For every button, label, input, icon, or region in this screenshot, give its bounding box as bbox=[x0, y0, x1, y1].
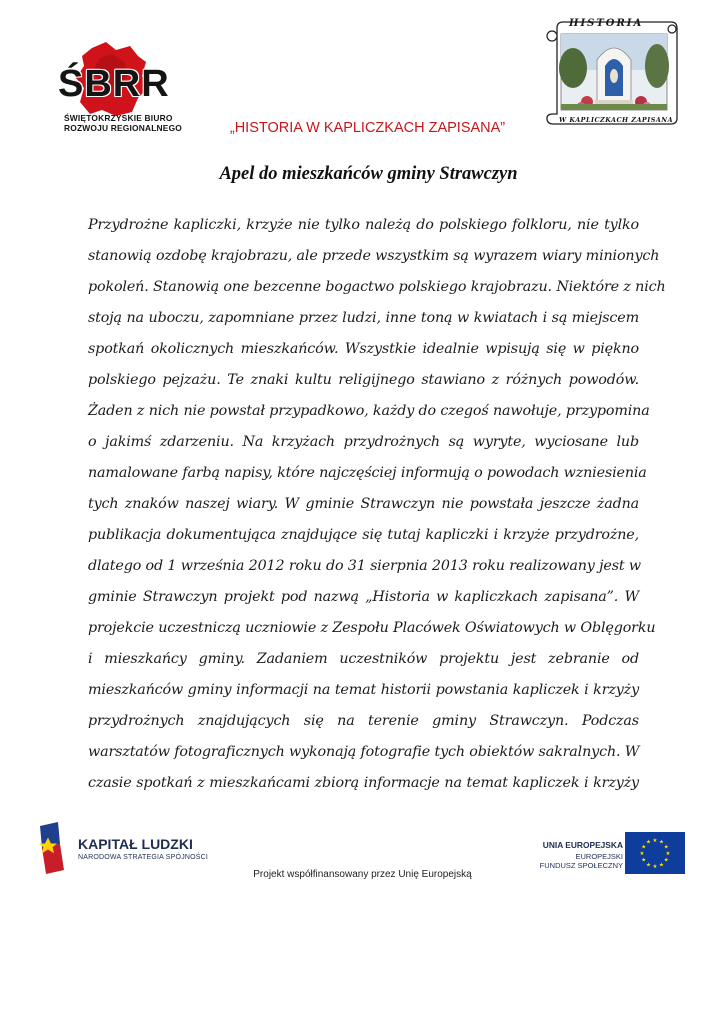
eu-fund-label-line1: EUROPEJSKI bbox=[575, 852, 623, 861]
body-text-line: o jakimś zdarzeniu. Na krzyżach przydrożnych są wyryte, wyciosane lub bbox=[88, 434, 639, 450]
kapital-ludzki-title: KAPITAŁ LUDZKI bbox=[78, 836, 193, 852]
body-text-line: dlatego od 1 września 2012 roku do 31 sierpnia 2013 roku realizowany jest w bbox=[88, 558, 641, 574]
body-text-line: publikacja dokumentująca znajdujące się tutaj kapliczki i krzyże przydrożne, bbox=[88, 527, 639, 543]
body-text-line: Żaden z nich nie powstał przypadkowo, każdy do czegoś nawołuje, przypomina bbox=[88, 403, 650, 419]
eu-star-icon: ★ bbox=[659, 839, 664, 846]
body-text-line: spotkań okolicznych mieszkańców. Wszystkie idealnie wpisują się w piękno bbox=[88, 341, 639, 357]
body-text-line: stanowią ozdobę krajobrazu, ale przede wszystkim są wyrazem wiary minionych bbox=[88, 248, 660, 264]
body-text-line: stoją na uboczu, zapomniane przez ludzi, inne toną w kwiatach i są miejscem bbox=[88, 310, 639, 326]
eu-star-icon: ★ bbox=[646, 862, 651, 869]
historia-logo-bottom-text: W KAPLICZKACH ZAPISANA bbox=[559, 116, 674, 124]
eu-star-icon: ★ bbox=[641, 857, 647, 864]
body-text-line: warsztatów fotograficznych wykonają fotografie tych obiektów sakralnych. W bbox=[88, 744, 640, 760]
body-text-line: pokoleń. Stanowią one bezcenne bogactwo polskiego krajobrazu. Niektóre z nich bbox=[88, 279, 666, 295]
eu-star-icon: ★ bbox=[652, 838, 658, 844]
historia-logo-top-text: HISTORIA bbox=[569, 18, 644, 29]
historia-logo bbox=[543, 20, 681, 132]
body-text-line: namalowane farbą napisy, które najczęściej informują o powodach wzniesienia bbox=[88, 465, 647, 481]
kapital-ludzki-subtitle: NARODOWA STRATEGIA SPÓJNOŚCI bbox=[78, 854, 209, 861]
eu-star-icon: ★ bbox=[646, 839, 651, 846]
document-body bbox=[88, 210, 666, 799]
body-text-line: polskiego pejzażu. Te znaki kultu religijnego stawiano z różnych powodów. bbox=[88, 372, 639, 388]
body-text-line: Przydrożne kapliczki, krzyże nie tylko należą do polskiego folkloru, nie tylko bbox=[88, 217, 639, 233]
eu-star-icon: ★ bbox=[659, 862, 664, 869]
eu-star-icon: ★ bbox=[663, 857, 669, 864]
eu-star-icon: ★ bbox=[639, 851, 645, 857]
body-text-line: tych znaków naszej wiary. W gminie Strawczyn nie powstała jeszcze żadna bbox=[88, 496, 639, 512]
body-text-line: czasie spotkań z mieszkańcami zbiorą informacje na temat kapliczek i krzyży bbox=[88, 775, 639, 791]
sbrr-wordmark: ŚBRR bbox=[58, 63, 170, 105]
eu-star-icon: ★ bbox=[652, 864, 658, 870]
eu-star-icon: ★ bbox=[665, 851, 671, 857]
body-text-line: gminie Strawczyn projekt pod nazwą „Historia w kapliczkach zapisana”. W bbox=[88, 589, 639, 605]
document-heading: Apel do mieszkańców gminy Strawczyn bbox=[219, 164, 518, 184]
body-text-line: i mieszkańcy gminy. Zadaniem uczestników projektu jest zebranie od bbox=[88, 651, 639, 667]
body-text-line: mieszkańców gminy informacji na temat historii powstania kapliczek i krzyży bbox=[88, 682, 639, 698]
sbrr-subtitle-line2: ROZWOJU REGIONALNEGO bbox=[64, 123, 182, 133]
sbrr-subtitle-line1: ŚWIĘTOKRZYSKIE BIURO bbox=[64, 113, 173, 123]
eu-fund-label-line2: FUNDUSZ SPOŁECZNY bbox=[539, 861, 623, 870]
cofinance-note: Projekt współfinansowany przez Unię Europejską bbox=[253, 869, 472, 880]
project-title: „HISTORIA W KAPLICZKACH ZAPISANA” bbox=[229, 120, 506, 136]
eu-flag-icon bbox=[625, 832, 685, 874]
eu-union-label: UNIA EUROPEJSKA bbox=[542, 840, 623, 850]
body-text-line: projekcie uczestniczą uczniowie z Zespołu Placówek Oświatowych w Oblęgorku bbox=[88, 620, 656, 636]
body-text-line: przydrożnych znajdujących się na terenie gminy Strawczyn. Podczas bbox=[88, 713, 639, 729]
eu-star-icon: ★ bbox=[641, 844, 647, 851]
eu-star-icon: ★ bbox=[663, 844, 669, 851]
